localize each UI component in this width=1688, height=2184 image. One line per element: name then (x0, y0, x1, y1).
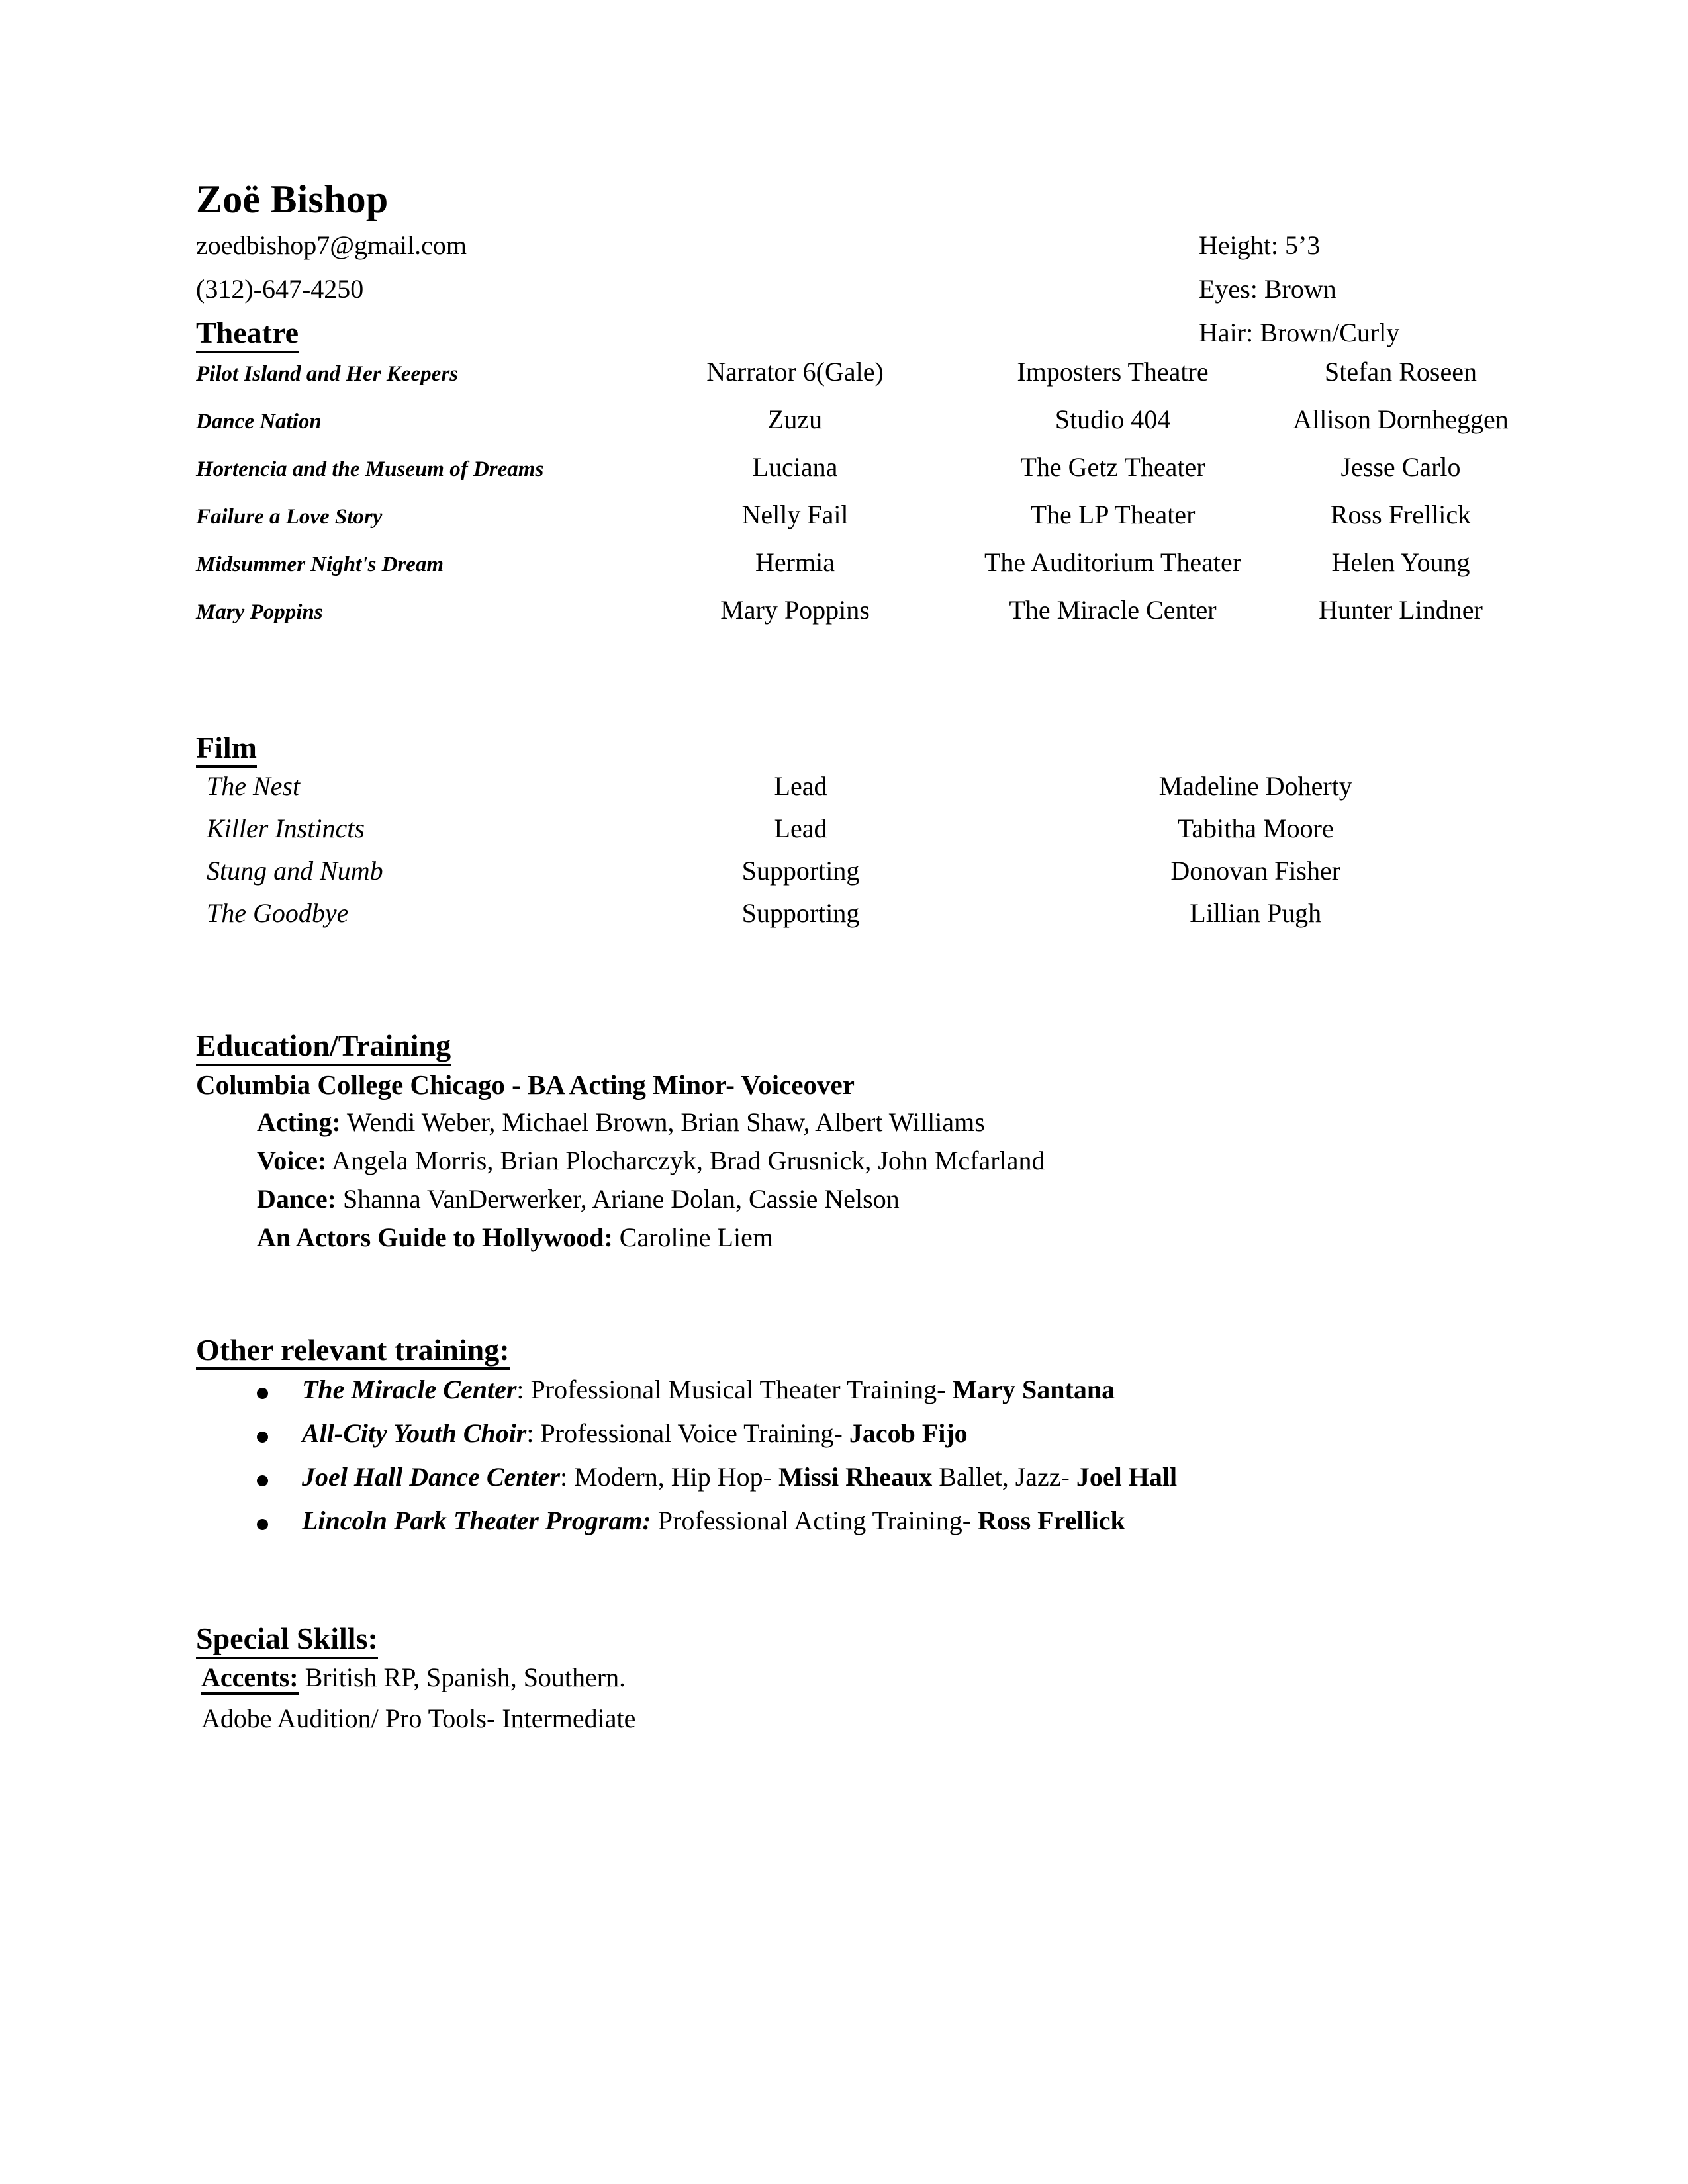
school-line: Columbia College Chicago - BA Acting Minor- Voiceover (196, 1069, 855, 1100)
list-item (196, 1464, 1513, 1490)
education-entry-value: Angela Morris, Brian Plocharczyk, Brad Grusnick, John Mcfarland (326, 1145, 1045, 1175)
software-line: Adobe Audition/ Pro Tools- Intermediate (201, 1703, 636, 1733)
table-row (196, 815, 1513, 858)
theatre-role: Narrator 6(Gale) (706, 356, 884, 387)
film-title: The Goodbye (207, 898, 349, 929)
education-section-header (196, 1028, 1513, 1066)
theatre-venue: The Auditorium Theater (984, 547, 1242, 577)
theatre-title: Failure a Love Story (196, 504, 383, 529)
training-instructor: Missi Rheaux (778, 1462, 933, 1492)
education-entry (196, 1145, 1513, 1175)
training-instructor: Jacob Fijo (849, 1418, 968, 1449)
table-row (196, 454, 1513, 502)
film-director: Donovan Fisher (1170, 856, 1341, 886)
page-title: Zoë Bishop (196, 177, 389, 221)
theatre-role: Zuzu (767, 404, 823, 434)
film-title: Killer Instincts (207, 813, 365, 844)
theatre-role: Luciana (752, 451, 838, 482)
theatre-title: Midsummer Night's Dream (196, 552, 444, 576)
accents-value: British RP, Spanish, Southern. (298, 1662, 626, 1692)
training-separator: : (516, 1375, 531, 1405)
education-entry-label: Acting: (257, 1107, 341, 1137)
bullet-icon (257, 1388, 268, 1399)
table-row (196, 900, 1513, 942)
physical-stats (1199, 232, 1399, 363)
film-role: Lead (774, 813, 827, 844)
theatre-venue: The Miracle Center (1009, 594, 1217, 625)
training-org: All-City Youth Choir (302, 1418, 527, 1449)
film-role: Supporting (741, 898, 860, 929)
bullet-icon (257, 1475, 268, 1486)
education-entry-label: An Actors Guide to Hollywood: (257, 1222, 613, 1252)
theatre-role: Mary Poppins (720, 594, 870, 625)
list-item (196, 1377, 1513, 1403)
theatre-venue: Imposters Theatre (1017, 356, 1209, 387)
film-director: Tabitha Moore (1177, 813, 1334, 844)
education-entry-value: Caroline Liem (612, 1222, 773, 1252)
bullet-icon (257, 1432, 268, 1443)
training-separator (651, 1506, 658, 1535)
theatre-director: Jesse Carlo (1340, 451, 1461, 482)
training-separator: : (559, 1462, 575, 1492)
film-director: Madeline Doherty (1158, 771, 1352, 801)
theatre-credits-table (196, 356, 1513, 645)
training-instructor: Mary Santana (952, 1375, 1115, 1405)
theatre-title: Dance Nation (196, 409, 322, 433)
film-title: The Nest (207, 771, 301, 801)
theatre-role: Nelly Fail (741, 499, 849, 529)
education-entry (196, 1224, 1513, 1251)
theatre-director: Helen Young (1331, 547, 1470, 577)
email-text: zoedbishop7@gmail.com (196, 230, 467, 260)
training-org: The Miracle Center (302, 1375, 517, 1405)
table-row (196, 549, 1513, 597)
education-entry (196, 1109, 1513, 1136)
theatre-venue: The Getz Theater (1020, 451, 1205, 482)
training-description: Professional Voice Training- (540, 1418, 849, 1449)
training-description: Professional Acting Training- (657, 1506, 978, 1536)
table-row (196, 502, 1513, 549)
training-description-2: Ballet, Jazz- (932, 1462, 1076, 1492)
bullet-icon (257, 1519, 268, 1530)
education-entry-label: Dance: (257, 1183, 336, 1214)
film-credits-table (196, 773, 1513, 942)
theatre-venue: The LP Theater (1030, 499, 1196, 529)
film-role: Supporting (741, 856, 860, 886)
training-org: Lincoln Park Theater Program: (302, 1506, 651, 1536)
list-item (196, 1420, 1513, 1447)
table-row (196, 406, 1513, 454)
training-org: Joel Hall Dance Center (302, 1462, 560, 1492)
education-entry (196, 1183, 1513, 1214)
theatre-role: Hermia (755, 547, 835, 577)
training-instructor: Ross Frellick (978, 1506, 1125, 1536)
height-text: Height: 5’3 (1199, 230, 1321, 260)
other-training-section-header (196, 1333, 1513, 1371)
education-entry-label: Voice: (257, 1145, 327, 1175)
table-row (196, 597, 1513, 645)
theatre-title: Pilot Island and Her Keepers (196, 361, 459, 386)
theatre-heading: Theatre (196, 316, 299, 353)
accents-label: Accents: (201, 1662, 299, 1695)
film-heading: Film (196, 731, 257, 768)
theatre-director: Ross Frellick (1330, 499, 1472, 529)
training-description: Professional Musical Theater Training- (530, 1375, 953, 1405)
resume-body (196, 179, 1513, 1747)
special-skills-heading: Special Skills: (196, 1621, 378, 1659)
theatre-director: Allison Dornheggen (1293, 404, 1509, 434)
phone-text: (312)-647-4250 (196, 274, 364, 304)
film-role: Lead (774, 771, 827, 801)
theatre-director: Hunter Lindner (1319, 594, 1483, 625)
film-director: Lillian Pugh (1190, 898, 1322, 929)
film-section-header (196, 731, 1513, 768)
accents-line (196, 1664, 1513, 1691)
theatre-venue: Studio 404 (1055, 404, 1171, 434)
film-title: Stung and Numb (207, 856, 383, 886)
other-training-list (196, 1377, 1513, 1534)
training-instructor-2: Joel Hall (1076, 1462, 1178, 1492)
education-entry-value: Wendi Weber, Michael Brown, Brian Shaw, Albert Williams (340, 1107, 985, 1137)
eyes-text: Eyes: Brown (1199, 274, 1336, 304)
theatre-title: Hortencia and the Museum of Dreams (196, 457, 544, 481)
education-entries (196, 1109, 1513, 1251)
theatre-director: Stefan Roseen (1325, 356, 1477, 387)
training-separator: : (526, 1418, 541, 1449)
education-heading: Education/Training (196, 1028, 451, 1066)
theatre-title: Mary Poppins (196, 600, 323, 624)
other-training-heading: Other relevant training: (196, 1333, 510, 1371)
table-row (196, 773, 1513, 815)
hair-text: Hair: Brown/Curly (1199, 318, 1400, 347)
list-item (196, 1508, 1513, 1534)
table-row (196, 858, 1513, 900)
table-row (196, 359, 1513, 406)
education-entry-value: Shanna VanDerwerker, Ariane Dolan, Cassie Nelson (336, 1183, 900, 1214)
training-description: Modern, Hip Hop- (574, 1462, 778, 1492)
special-skills-section-header (196, 1621, 1513, 1659)
